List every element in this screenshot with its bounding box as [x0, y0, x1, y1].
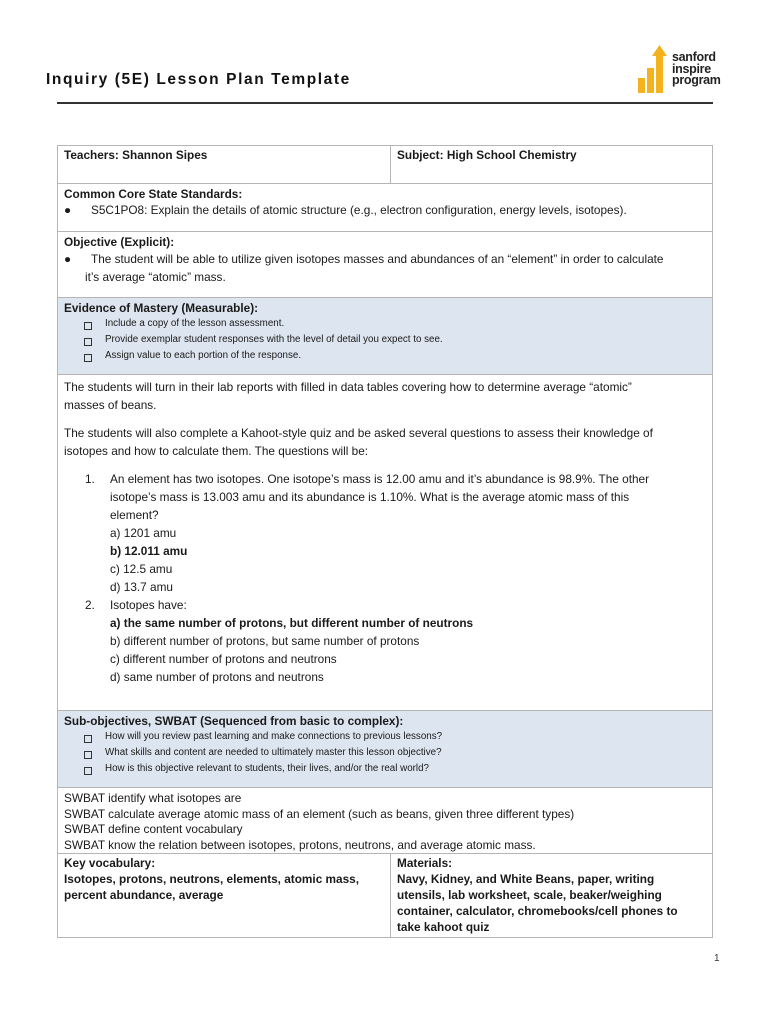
- question-number: 1.: [85, 472, 95, 486]
- vocab-materials-row: [58, 854, 713, 938]
- materials-line: container, calculator, chromebooks/cell phones to: [397, 904, 678, 918]
- key-vocabulary-heading: Key vocabulary:: [64, 856, 156, 870]
- answer-option-correct: a) the same number of protons, but different number of neutrons: [110, 616, 474, 630]
- evidence-mastery-heading: Evidence of Mastery (Measurable):: [64, 301, 259, 315]
- answer-option: b) different number of protons, but same number of protons: [110, 634, 420, 648]
- swbat-item: SWBAT calculate average atomic mass of an element (such as beans, given three different types): [64, 806, 575, 821]
- answer-option: c) different number of protons and neutrons: [110, 652, 337, 666]
- rising-bars-arrow-logo-icon: [636, 44, 670, 94]
- key-vocabulary-line: percent abundance, average: [64, 888, 224, 902]
- logo-wordmark: [672, 52, 721, 87]
- evidence-cell: [58, 375, 713, 711]
- objective-line-1: The student will be able to utilize given isotopes masses and abundances of an “element” in order to calculate: [91, 252, 664, 266]
- quiz-question-1: [64, 470, 706, 524]
- evidence-paragraph-1: The students will turn in their lab reports with filled in data tables covering how to determine average “atomic” masses of beans.: [64, 380, 632, 412]
- standards-cell: [58, 184, 713, 232]
- subject-cell: Subject: High School Chemistry: [391, 146, 713, 184]
- key-vocabulary-cell: [58, 854, 391, 938]
- standards-heading: Common Core State Standards:: [64, 187, 243, 201]
- answer-option: c) 12.5 amu: [110, 562, 173, 576]
- square-bullet-icon: [84, 354, 92, 362]
- sub-objectives-heading: Sub-objectives, SWBAT (Sequenced from basic to complex):: [64, 714, 404, 728]
- standards-row: [58, 184, 713, 232]
- key-vocabulary-line: Isotopes, protons, neutrons, elements, atomic mass,: [64, 872, 359, 886]
- answer-option: a) 1201 amu: [110, 526, 177, 540]
- standards-item: [64, 202, 706, 218]
- swbat-item: SWBAT define content vocabulary: [64, 822, 243, 836]
- title-divider: [57, 102, 713, 104]
- materials-cell: [391, 854, 713, 938]
- list-item: How is this objective relevant to students, their lives, and/or the real world?: [64, 761, 706, 777]
- objective-cell: [58, 232, 713, 298]
- sub-objectives-row: [58, 711, 713, 788]
- swbat-row: [58, 788, 713, 854]
- list-item: Provide exemplar student responses with the level of detail you expect to see.: [64, 332, 706, 348]
- lesson-plan-table: [57, 145, 713, 938]
- sub-objectives-list: [64, 729, 706, 777]
- bullet-icon: ●: [64, 203, 72, 217]
- list-item: How will you review past learning and make connections to previous lessons?: [64, 729, 706, 745]
- standards-text: S5C1PO8: Explain the details of atomic structure (e.g., electron configuration, energy levels, isotopes).: [91, 203, 627, 217]
- objective-heading: Objective (Explicit):: [64, 235, 175, 249]
- evidence-paragraph-2: The students will also complete a Kahoot-style quiz and be asked several questions to assess their knowledge of isotopes and how to calculate them. The questions will be:: [64, 426, 653, 458]
- question-number: 2.: [85, 598, 95, 612]
- swbat-item: SWBAT identify what isotopes are: [64, 791, 242, 805]
- sub-objectives-cell: [58, 711, 713, 788]
- logo-line-1: sanford: [672, 50, 716, 64]
- logo-line-2: inspire: [672, 61, 711, 76]
- swbat-item: SWBAT know the relation between isotopes, protons, neutrons, and average atomic mass.: [64, 837, 536, 852]
- list-item: Assign value to each portion of the response.: [64, 348, 706, 364]
- objective-row: [58, 232, 713, 298]
- square-bullet-icon: [84, 735, 92, 743]
- square-bullet-icon: [84, 751, 92, 759]
- evidence-row: [58, 375, 713, 711]
- teachers-cell: Teachers: Shannon Sipes: [58, 146, 391, 184]
- answer-option: d) 13.7 amu: [110, 580, 173, 594]
- materials-line: take kahoot quiz: [397, 920, 490, 934]
- list-item: What skills and content are needed to ultimately master this lesson objective?: [64, 745, 706, 761]
- materials-line: Navy, Kidney, and White Beans, paper, writing: [397, 872, 655, 886]
- evidence-mastery-row: [58, 298, 713, 375]
- answer-option: d) same number of protons and neutrons: [110, 670, 324, 684]
- evidence-mastery-list: [64, 316, 706, 364]
- page-number: 1: [714, 953, 720, 964]
- answer-option-correct: b) 12.011 amu: [110, 544, 188, 558]
- materials-heading: Materials:: [397, 856, 453, 870]
- question-text: An element has two isotopes. One isotope’s mass is 12.00 amu and it’s abundance is 98.9%. The other isotope’s mass is 13.003 amu and its abundance is 1.10%. What is the average atomic mass of this element?: [110, 472, 650, 522]
- sanford-inspire-logo: [636, 44, 746, 98]
- document-title: Inquiry (5E) Lesson Plan Template: [46, 71, 351, 88]
- logo-line-3: program: [672, 73, 721, 87]
- quiz-question-2: [64, 596, 706, 614]
- bullet-icon: ●: [64, 252, 72, 266]
- square-bullet-icon: [84, 322, 92, 330]
- objective-line-2: it’s average “atomic” mass.: [85, 270, 226, 284]
- objective-text: [64, 250, 706, 286]
- evidence-mastery-cell: [58, 298, 713, 375]
- list-item: Include a copy of the lesson assessment.: [64, 316, 706, 332]
- square-bullet-icon: [84, 767, 92, 775]
- teachers-subject-row: [58, 146, 713, 184]
- materials-line: utensils, lab worksheet, scale, beaker/weighing: [397, 888, 662, 902]
- question-text: Isotopes have:: [110, 598, 187, 612]
- square-bullet-icon: [84, 338, 92, 346]
- swbat-cell: [58, 788, 713, 854]
